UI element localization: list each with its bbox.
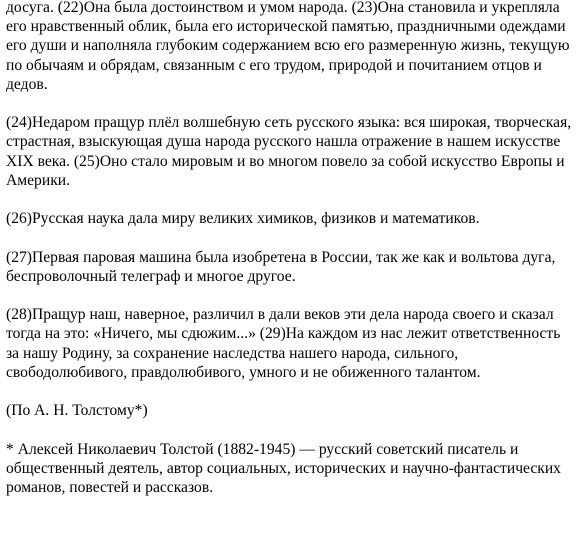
footnote: * Алексей Николаевич Толстой (1882-1945) — русский советский писатель и общественный деятель, автор социальных, исторических и научно-фантастических романов, повестей и рассказов. xyxy=(6,440,561,496)
paragraph-22-23: досуга. (22)Она была достоинством и умом народа. (23)Она становила и укрепляла его нравственный облик, была его исторической памятью, праздничными одеждами его души и наполняла глубоким содержанием всю его размеренную жизнь, текущую по обычаям и обрядам, связанным с его трудом, природой и почитанием отцов и дедов. xyxy=(6,0,570,93)
paragraph-27: (27)Первая паровая машина была изобретена в России, так же как и вольтова дуга, беспроволочный телеграф и многое другое. xyxy=(6,248,556,285)
paragraph-28-29: (28)Пращур наш, наверное, различил в дали веков эти дела народа своего и сказал тогда на это: «Ничего, мы сдюжим...» (29)На каждом из нас лежит ответственность за нашу Родину, за сохранение наследства нашего народа, сильного, свободолюбивого, правдолюбивого, умного и не обиженного талантом. xyxy=(6,306,561,381)
paragraph-24-25: (24)Недаром пращур плёл волшебную сеть русского языка: вся широкая, творческая, страстная, взыскующая душа народа русского нашла отражение в нашем искусстве XIX века. (25)Оно стало мировым и во многом повело за собой искусство Европы и Америки. xyxy=(6,114,572,189)
paragraph-26: (26)Русская наука дала миру великих химиков, физиков и математиков. xyxy=(6,210,480,228)
source-attribution: (По А. Н. Толстому*) xyxy=(6,402,148,420)
